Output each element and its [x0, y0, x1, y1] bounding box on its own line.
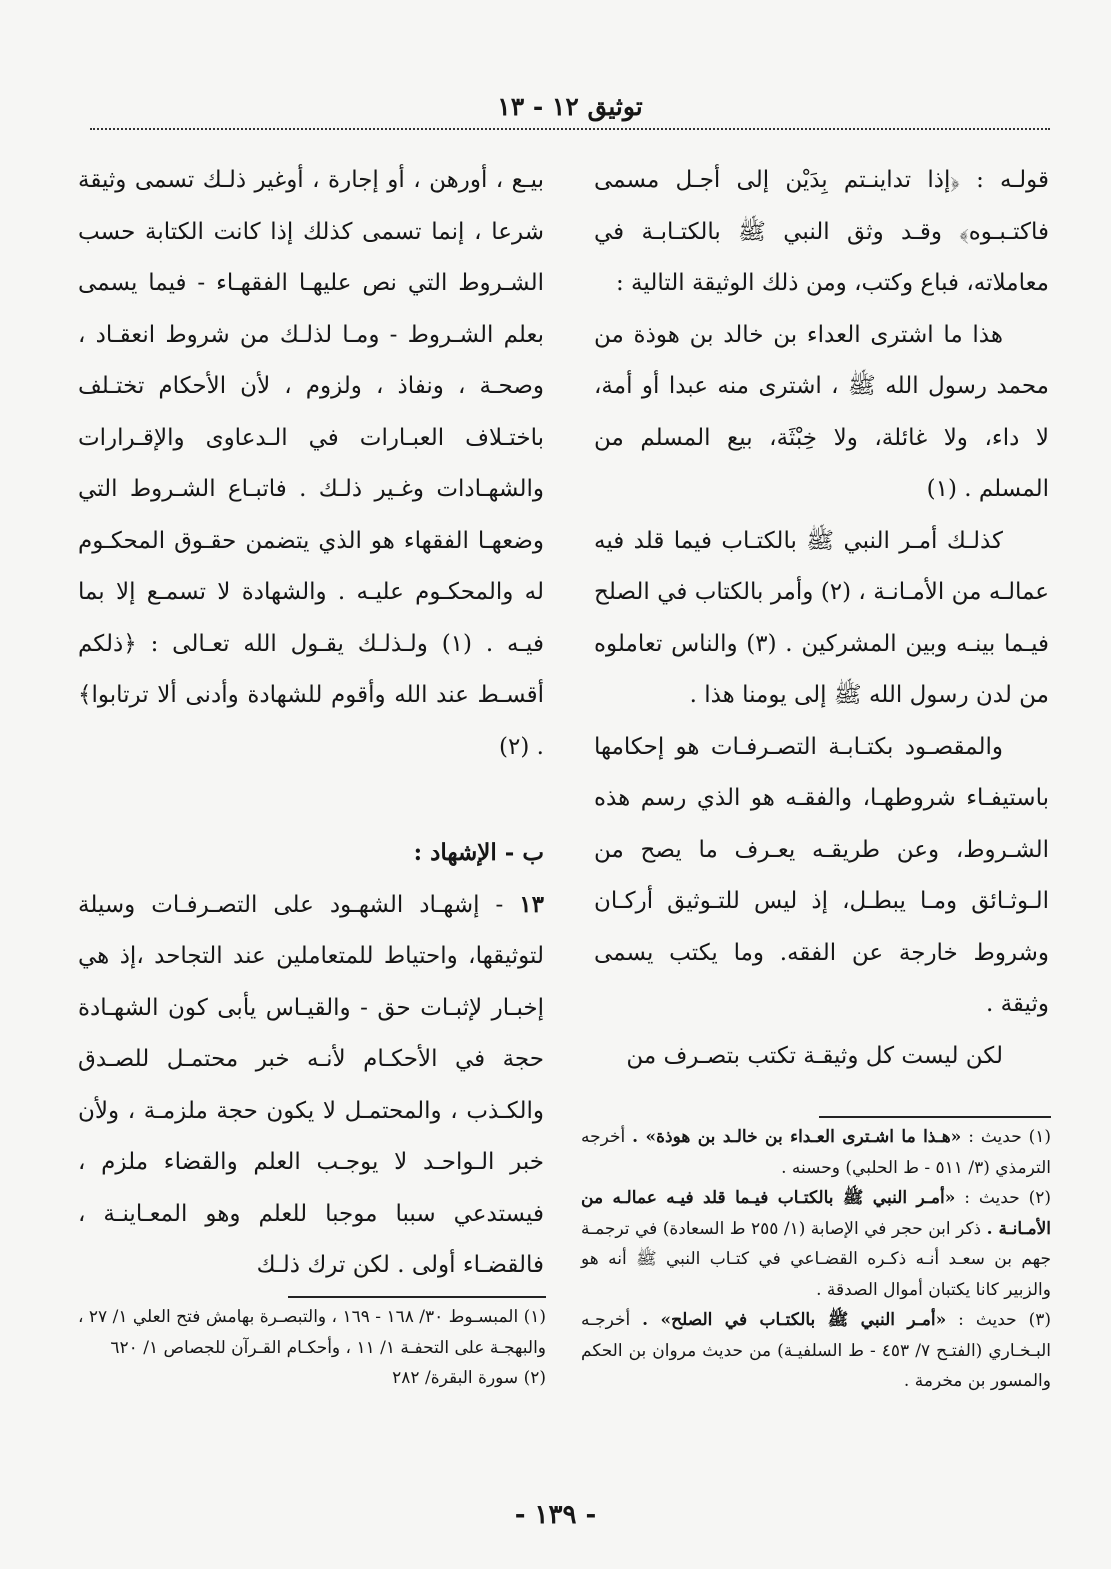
page-number: - ١٣٩ - — [514, 1500, 597, 1530]
paragraph-purpose: والمقصـود بكتـابـة التصـرفـات هو إحكامها باستيفـاء شروطهـا، والفقـه هو الذي رسم هذه الشـروط، وعن طريقـه يعـرف ما يصح من الـوثـائق ومـا يبطـل، إذ ليس للتـوثيق أركـان وشروط خارجة عن الفقه. وما يكتب يسمى وثيقة . — [594, 733, 1049, 1017]
footnote-2: (٢) سورة البقرة/ ٢٨٢ — [392, 1368, 546, 1388]
footnote-quote: «هـذا ما اشـترى العـداء بن خالـد بن هوذة» . — [632, 1127, 962, 1147]
running-header: توثيق ١٢ - ١٣ — [497, 92, 643, 121]
paragraph-continuation: لكن ليست كل وثيقـة تكتب بتصـرف من — [626, 1042, 1003, 1069]
paragraph-prophet-writing: كذلـك أمـر النبي ﷺ بالكتـاب فيما قلد فيه عمالـه من الأمـانـة ، (٢) وأمر بالكتاب في الصلح فيـما بينـه وبين المشركين . (٣) والناس تعاملوه من لدن رسول الله ﷺ إلى يومنا هذا . — [594, 527, 1049, 708]
footnote-quote: «أمـر النبي ﷺ بالكتـاب في الصلح» . — [642, 1310, 947, 1330]
footnote-label: (٣) حديث : — [958, 1310, 1051, 1330]
paragraph-witnessing-text: - إشهـاد الشهـود على التصـرفـات وسيلة لتوثيقها، واحتياط للمتعاملين عند التجاحد ،إذ هي إخبـار لإثبـات حق - والقيـاس يأبى كون الشهـادة حجة في الأحكـام لأنـه خبر محتمـل للصـدق والكـذب ، والمحتمـل لا يكون حجة ملزمـة ، ولأن خبر الـواحـد لا يوجـب العلم والقضاء ملزم ، فيستدعي سببا موجبا للعلم وهو المعـاينـة ، فالقضـاء أولى . لكن ترك ذلـك — [78, 891, 544, 1278]
footnotes-left — [78, 1302, 546, 1394]
paragraph-witnessing — [78, 879, 544, 1292]
footnote-label: (١) حديث : — [968, 1127, 1052, 1147]
section-heading: ب - الإشهاد : — [413, 839, 544, 866]
paragraph-number: ١٣ — [519, 890, 544, 918]
footnote-1: (١) المبسـوط ٣٠/ ١٦٨ - ١٦٩ ، والتبصـرة بهامش فتح العلي ١/ ٢٧ ، والبهجـة على التحفـة ١/ ١١ ، وأحكـام القـرآن للجصاص ١/ ٦٢٠ — [78, 1307, 546, 1358]
footnote-1 — [581, 1122, 1051, 1183]
footnote-2 — [581, 1183, 1051, 1305]
paragraph-document-text: هذا ما اشترى العداء بن خالد بن هوذة من محمد رسول الله ﷺ ، اشترى منه عبدا أو أمة، لا داء، ولا غائلة، ولا خِبْثَة، بيع المسلم من المسلم . (١) — [594, 321, 1049, 502]
header-dotted-rule — [90, 128, 1050, 130]
footnote-text: ذكر ابن حجر في الإصابة (١/ ٢٥٥ ط السعادة) في ترجمـة جهم بن سعـد أنـه ذكـره القضـاعي في كتـاب النبي ﷺ أنه هو والزبير كانا يكتبان أموال الصدقة . — [581, 1218, 1051, 1300]
footnote-label: (٢) حديث : — [964, 1188, 1052, 1208]
paragraph-conditions: بيـع ، أورهن ، أو إجارة ، أوغير ذلـك تسمى وثيقة شرعا ، إنما تسمى كذلك إذا كانت الكتابة حسب الشـروط التي نص عليهـا الفقهـاء - فيما يسمى بعلم الشـروط - ومـا لذلـك من شروط انعقـاد ، وصحـة ، ونفاذ ، ولزوم ، لأن الأحكام تختـلف باختـلاف العبـارات في الـدعاوى والإقـرارات والشهـادات وغـير ذلـك . فاتبـاع الشـروط التي وضعهـا الفقهاء هو الذي يتضمن حقـوق المحكـوم له والمحكـوم عليـه . والشهادة لا تسمـع إلا بما فيـه . (١) ولـذلـك يقـول الله تعـالى : ﴿ذلكم أقسـط عند الله وأقوم للشهادة وأدنى ألا ترتابوا﴾ . (٢) — [78, 167, 544, 760]
footnote-3 — [581, 1305, 1051, 1397]
footnote-quote: «أمـر النبي ﷺ بالكتـاب فيـما قلد فيـه عمالـه من الأمـانـة . — [581, 1188, 1051, 1239]
footnotes-right — [581, 1122, 1051, 1397]
paragraph-verse: قولـه : ﴿إذا تداينـتم بِدَيْن إلى أجـل مسمى فاكتـبـوه﴾ وقـد وثق النبي ﷺ بالكتـابـة في معاملاته، فباع وكتب، ومن ذلك الوثيقة التالية : — [594, 167, 1049, 296]
left-column — [78, 155, 544, 1292]
footnote-rule-right — [819, 1116, 1051, 1118]
footnote-text: أخرجه الترمذي (٣/ ٥١١ - ط الحلبي) وحسنه . — [581, 1127, 1051, 1178]
footnote-rule-left — [288, 1296, 546, 1298]
footnote-text: أخرجـه البـخـاري (الفتـح ٧/ ٤٥٣ - ط السلفيـة) من حديث مروان بن الحكم والمسور بن مخرمة . — [581, 1310, 1051, 1391]
right-column — [594, 155, 1049, 1082]
